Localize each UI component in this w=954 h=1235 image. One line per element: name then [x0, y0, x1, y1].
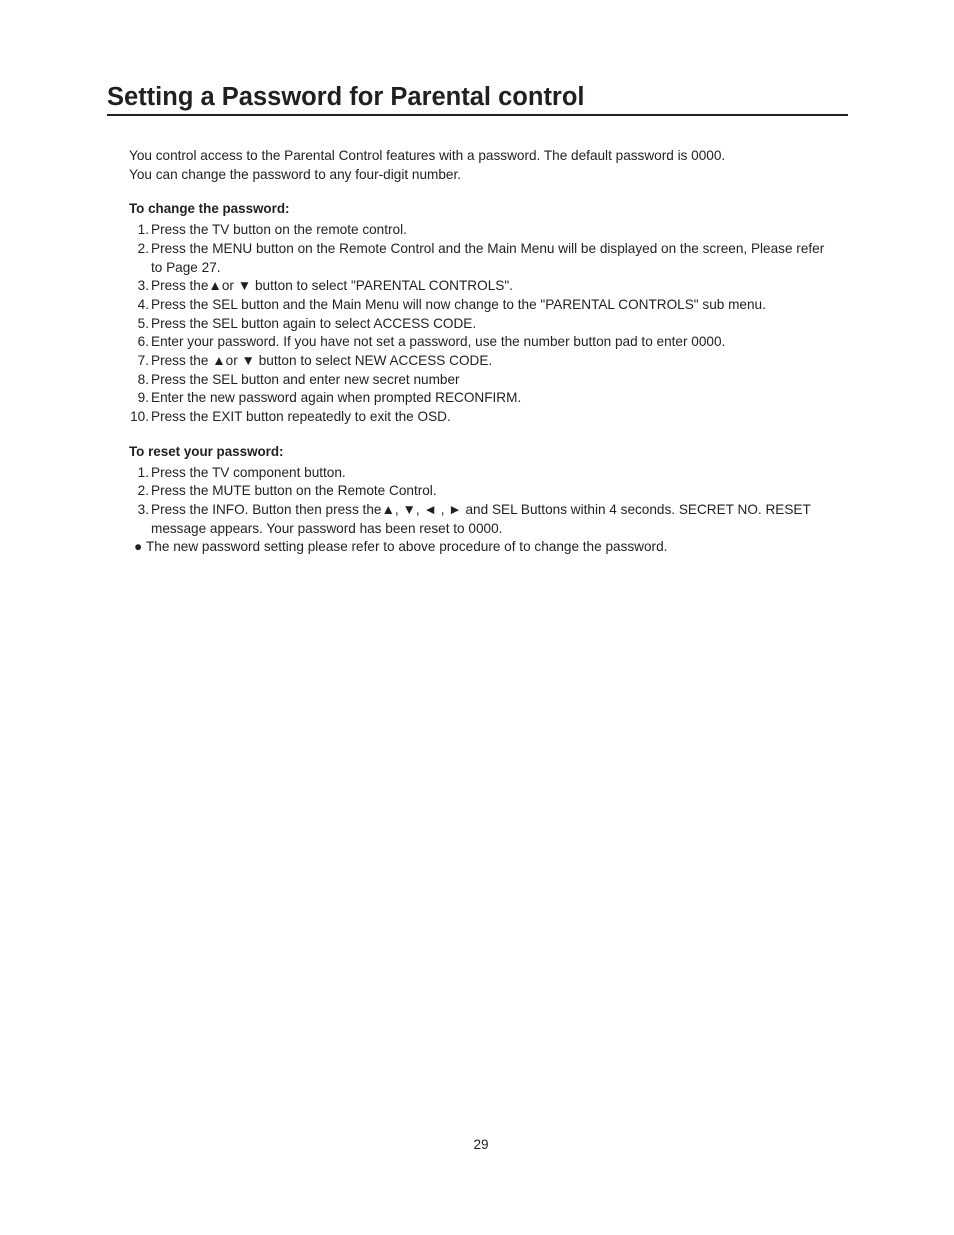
step-text: Enter your password. If you have not set a password, use the number button pad to enter 0000. — [151, 334, 726, 350]
step-number: 2. — [137, 240, 149, 256]
page-number: 29 — [473, 1137, 489, 1152]
step-number: 2. — [137, 483, 149, 499]
step-number: 8. — [137, 371, 149, 387]
step-number: 4. — [137, 296, 149, 312]
change-password-heading: To change the password: — [129, 201, 290, 217]
step-item — [129, 315, 859, 334]
step-text: Press the TV component button. — [151, 464, 346, 480]
step-text: Press the MENU button on the Remote Control and the Main Menu will be displayed on the screen, Please refer — [151, 240, 825, 256]
step-number: 1. — [137, 464, 149, 480]
step-number: 10. — [130, 409, 149, 425]
page-title: Setting a Password for Parental control — [107, 83, 585, 111]
bullet-icon: ● — [134, 539, 143, 555]
step-item — [129, 482, 859, 501]
step-number: 5. — [137, 315, 149, 331]
step-text: Press the INFO. Button then press the▲, ▼, ◄ , ► and SEL Buttons within 4 seconds. SECRET NO. RESET — [151, 501, 811, 517]
reset-note — [129, 538, 859, 557]
step-item — [129, 240, 859, 277]
step-item — [129, 389, 859, 408]
step-text: Press the TV button on the remote control. — [151, 222, 407, 238]
step-number: 1. — [137, 222, 149, 238]
page-content — [129, 147, 859, 557]
step-text: Press the SEL button again to select ACCESS CODE. — [151, 315, 477, 331]
step-item — [129, 221, 859, 240]
intro-line: You can change the password to any four-digit number. — [129, 166, 462, 182]
reset-password-heading: To reset your password: — [129, 443, 284, 459]
step-number: 3. — [137, 278, 149, 294]
step-text: Press the MUTE button on the Remote Control. — [151, 483, 437, 499]
step-item — [129, 501, 859, 538]
reset-note-text: The new password setting please refer to above procedure of to change the password. — [146, 539, 668, 555]
step-text: Enter the new password again when prompted RECONFIRM. — [151, 390, 522, 406]
title-underline — [107, 114, 848, 116]
step-item — [129, 464, 859, 483]
intro-line: You control access to the Parental Control features with a password. The default password is 0000. — [129, 148, 726, 163]
step-text: Press the ▲or ▼ button to select NEW ACCESS CODE. — [151, 353, 493, 369]
step-text: Press the▲or ▼ button to select "PARENTAL CONTROLS". — [151, 278, 513, 294]
step-text: Press the SEL button and enter new secret number — [151, 371, 460, 387]
step-item — [129, 408, 859, 427]
step-item — [129, 352, 859, 371]
step-text-continued: to Page 27. — [151, 259, 221, 275]
step-number: 6. — [137, 334, 149, 350]
step-item — [129, 333, 859, 352]
step-number: 9. — [137, 390, 149, 406]
intro-paragraph — [129, 147, 859, 184]
step-number: 7. — [137, 353, 149, 369]
step-number: 3. — [137, 501, 149, 517]
step-text: Press the EXIT button repeatedly to exit the OSD. — [151, 409, 451, 425]
step-item — [129, 296, 859, 315]
step-item — [129, 277, 859, 296]
change-password-steps — [129, 221, 859, 427]
step-item — [129, 371, 859, 390]
step-text: Press the SEL button and the Main Menu will now change to the "PARENTAL CONTROLS" sub menu. — [151, 296, 766, 312]
step-text-continued: message appears. Your password has been reset to 0000. — [151, 520, 503, 536]
reset-password-steps — [129, 464, 859, 539]
